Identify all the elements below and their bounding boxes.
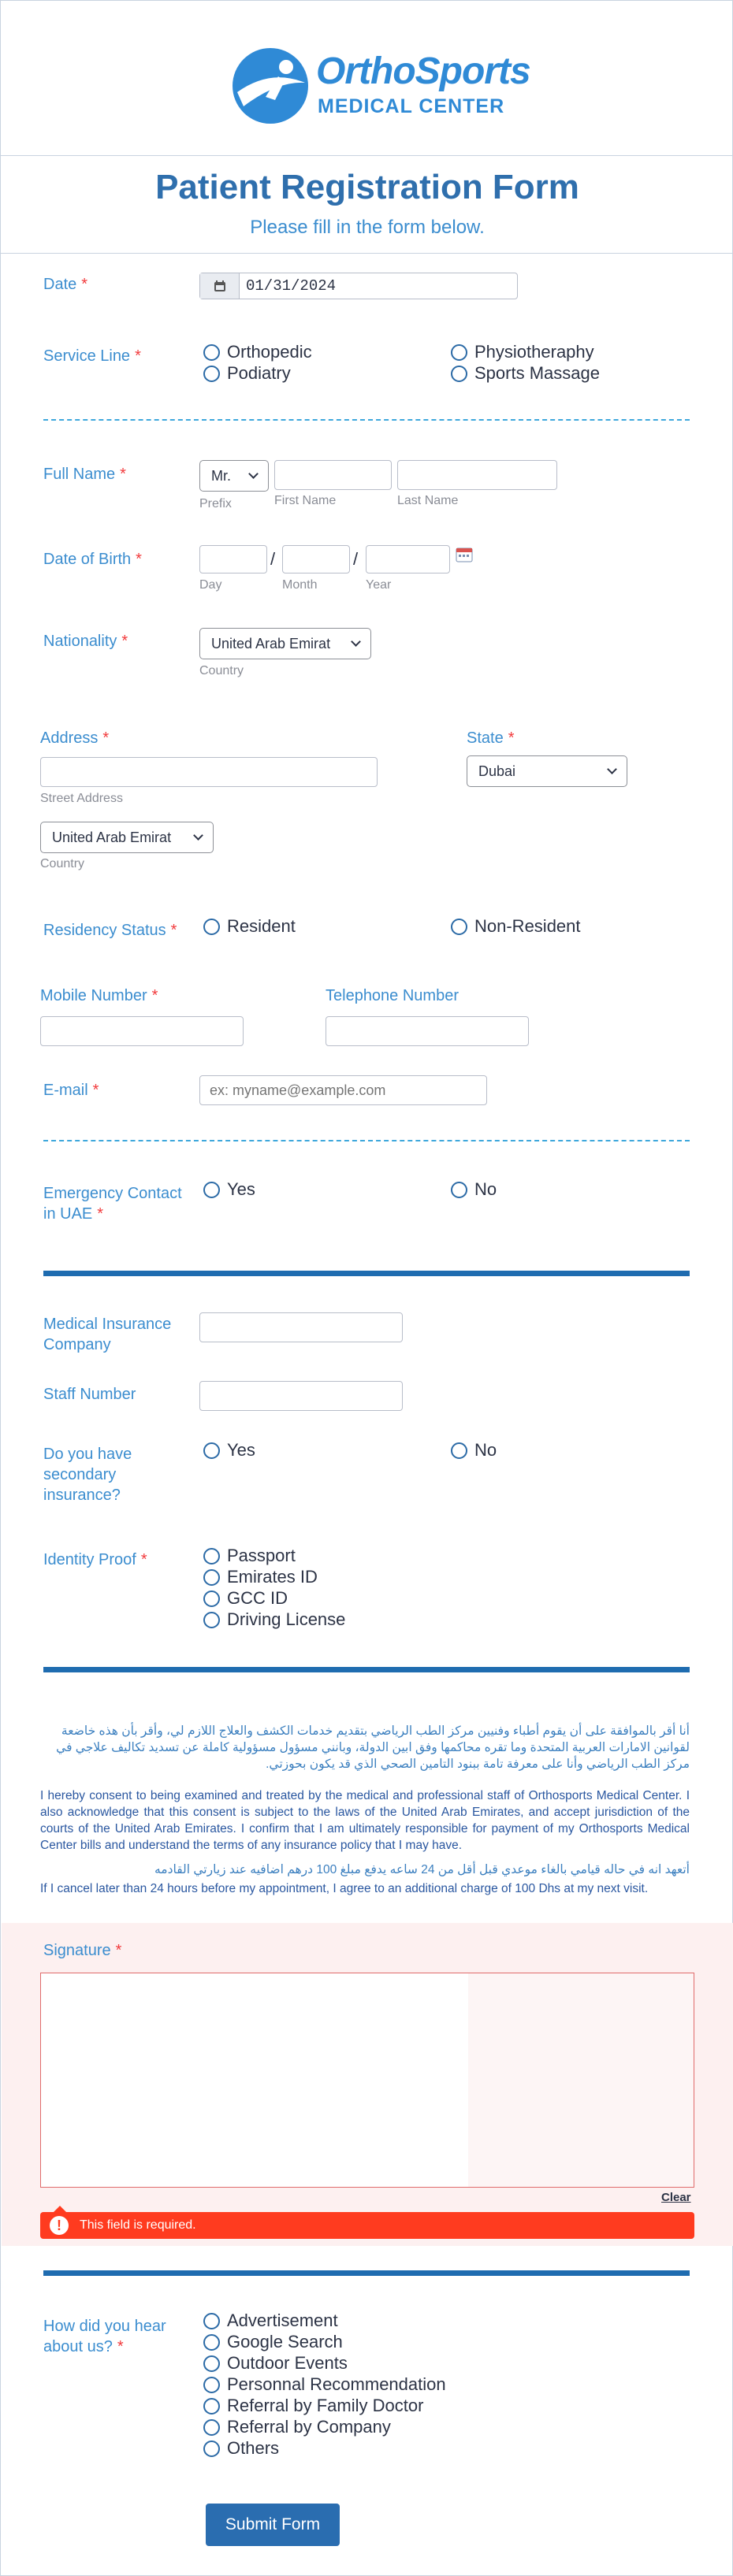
dob-month-sublabel: Month xyxy=(282,578,318,592)
calendar-picker-icon[interactable] xyxy=(456,547,473,566)
street-address-sublabel: Street Address xyxy=(40,792,123,805)
signature-error-text: This field is required. xyxy=(80,2218,196,2232)
radio-circle-icon xyxy=(203,2355,220,2372)
service-podiatry-radio[interactable]: Podiatry xyxy=(203,363,291,384)
radio-circle-icon xyxy=(451,366,467,382)
nationality-sublabel: Country xyxy=(199,664,244,677)
identity-passport-radio[interactable]: Passport xyxy=(203,1546,296,1566)
radio-circle-icon xyxy=(451,1182,467,1198)
logo xyxy=(229,45,530,127)
chevron-down-icon xyxy=(248,469,259,479)
radio-circle-icon xyxy=(203,366,220,382)
radio-circle-icon xyxy=(203,1569,220,1586)
residency-label: Residency Status * xyxy=(43,922,177,939)
radio-circle-icon xyxy=(203,1612,220,1628)
insurance-company-input[interactable] xyxy=(199,1312,403,1342)
dob-separator: / xyxy=(353,549,359,569)
last-name-sublabel: Last Name xyxy=(397,494,459,507)
address-country-select[interactable]: United Arab Emirat xyxy=(40,822,214,853)
signature-pad[interactable] xyxy=(40,1973,694,2188)
identity-gcc-id-radio[interactable]: GCC ID xyxy=(203,1588,288,1609)
staff-number-label: Staff Number xyxy=(43,1386,136,1403)
radio-circle-icon xyxy=(203,2398,220,2415)
emergency-no-radio[interactable]: No xyxy=(451,1179,497,1200)
first-name-sublabel: First Name xyxy=(274,494,337,507)
heard-google-search-radio[interactable]: Google Search xyxy=(203,2332,343,2352)
dob-label: Date of Birth * xyxy=(43,551,142,568)
calendar-icon[interactable] xyxy=(200,273,240,299)
cancellation-english-text: If I cancel later than 24 hours before my appointment, I agree to an additional charge of 100 Dhs at my next visit. xyxy=(40,1882,649,1895)
residency-resident-radio[interactable]: Resident xyxy=(203,916,296,937)
email-input[interactable] xyxy=(199,1075,487,1105)
header-divider xyxy=(1,155,733,156)
heard-personal-recommendation-radio[interactable]: Personnal Recommendation xyxy=(203,2374,446,2395)
radio-circle-icon xyxy=(451,919,467,935)
chevron-down-icon xyxy=(351,637,361,647)
dob-separator: / xyxy=(270,549,276,569)
signature-error-banner xyxy=(40,2212,694,2239)
nationality-select[interactable]: United Arab Emirat xyxy=(199,628,371,659)
identity-proof-label: Identity Proof * xyxy=(43,1551,147,1568)
logo-word-ortho: Ortho xyxy=(316,50,415,92)
identity-driving-license-radio[interactable]: Driving License xyxy=(203,1609,345,1630)
state-label: State * xyxy=(467,729,515,747)
date-value: 01/31/2024 xyxy=(246,277,337,295)
staff-number-input[interactable] xyxy=(199,1381,403,1411)
section-divider-thick xyxy=(43,1667,690,1672)
mobile-input[interactable] xyxy=(40,1016,244,1046)
heard-company-radio[interactable]: Referral by Company xyxy=(203,2417,391,2437)
state-select[interactable]: Dubai xyxy=(467,755,627,787)
chevron-down-icon xyxy=(193,830,203,841)
radio-circle-icon xyxy=(203,2419,220,2436)
telephone-input[interactable] xyxy=(326,1016,529,1046)
radio-circle-icon xyxy=(203,919,220,935)
dob-month-input[interactable] xyxy=(282,545,350,573)
radio-circle-icon xyxy=(451,344,467,361)
consent-english-text: I hereby consent to being examined and treated by the medical and professional staff of Orthosports Medical Center. I also acknowledge that this consent is subject to the laws of the United Arab Emirates, and accept jurisdiction of the courts of the United Arab Emirates. I confirm that I am ultimately responsible for payment of my Orthosports Medical Center bills and understand the terms of any insurance policy that I may have. xyxy=(40,1789,690,1852)
error-icon: ! xyxy=(50,2216,69,2235)
service-orthopedic-radio[interactable]: Orthopedic xyxy=(203,342,312,362)
logo-word-sports: Sports xyxy=(415,50,530,92)
email-label: E-mail * xyxy=(43,1082,99,1099)
signature-clear-button[interactable]: Clear xyxy=(661,2191,691,2204)
cancellation-arabic-text: أتعهد انه في حاله قيامي بالغاء موعدي قبل أقل من 24 ساعه يدفع مبلغ 100 درهم اضافيه عند زيارتي القادمه xyxy=(154,1863,690,1876)
section-divider xyxy=(43,1140,690,1141)
address-label: Address * xyxy=(40,729,110,747)
radio-circle-icon xyxy=(203,1591,220,1607)
nationality-label: Nationality * xyxy=(43,633,128,650)
address-country-sublabel: Country xyxy=(40,857,85,870)
heard-family-doctor-radio[interactable]: Referral by Family Doctor xyxy=(203,2396,423,2416)
secondary-insurance-label: Do you have secondary insurance? xyxy=(43,1446,132,1504)
street-address-input[interactable] xyxy=(40,757,378,787)
emergency-label: Emergency Contact in UAE * xyxy=(43,1185,182,1223)
consent-arabic-text: أنا أقر بالموافقة على أن يقوم أطباء وفنيين مركز الطب الرياضي بتقديم خدمات الكشف والعلاج اللازم لي، وأقر بأن هذه خاضعة لقوانين الامارات العربية المتحدة وما تقره محاكمها وفق ابين الدولة، وبانني مسؤول مسؤولية كاملة عن تسديد تكاليف علاجي في مركز الطب الرياضي وأنا على معرفة تامة ببنود التامين الصحي الذي قد يكون بحوزتي. xyxy=(56,1724,690,1771)
how-heard-label: How did you hear about us? * xyxy=(43,2318,166,2355)
date-field[interactable] xyxy=(199,273,518,299)
radio-circle-icon xyxy=(203,2313,220,2329)
page-subtitle: Please fill in the form below. xyxy=(250,217,485,238)
radio-circle-icon xyxy=(203,1442,220,1459)
service-line-label: Service Line * xyxy=(43,347,141,365)
dob-day-input[interactable] xyxy=(199,545,267,573)
signature-label: Signature * xyxy=(43,1942,122,1959)
radio-circle-icon xyxy=(451,1442,467,1459)
title-divider xyxy=(1,253,733,254)
secondary-insurance-no-radio[interactable]: No xyxy=(451,1440,497,1461)
radio-circle-icon xyxy=(203,2334,220,2351)
first-name-input[interactable] xyxy=(274,460,392,490)
chevron-down-icon xyxy=(607,764,617,774)
secondary-insurance-yes-radio[interactable]: Yes xyxy=(203,1440,255,1461)
service-physiotherapy-radio[interactable]: Physiotheraphy xyxy=(451,342,594,362)
emergency-yes-radio[interactable]: Yes xyxy=(203,1179,255,1200)
radio-circle-icon xyxy=(203,344,220,361)
signature-canvas[interactable] xyxy=(41,1973,468,2187)
radio-circle-icon xyxy=(203,2377,220,2393)
telephone-label: Telephone Number xyxy=(326,987,459,1004)
dob-day-sublabel: Day xyxy=(199,578,222,592)
prefix-select[interactable]: Mr. xyxy=(199,460,269,492)
page-title: Patient Registration Form xyxy=(155,168,579,206)
logo-mark-icon xyxy=(229,45,311,127)
radio-circle-icon xyxy=(203,1548,220,1565)
submit-button[interactable]: Submit Form xyxy=(206,2504,340,2546)
dob-year-sublabel: Year xyxy=(366,578,392,592)
prefix-sublabel: Prefix xyxy=(199,497,232,510)
last-name-input[interactable] xyxy=(397,460,557,490)
date-label: Date * xyxy=(43,276,88,293)
insurance-company-label: Medical Insurance Company xyxy=(43,1316,172,1353)
residency-non-resident-radio[interactable]: Non-Resident xyxy=(451,916,581,937)
radio-circle-icon xyxy=(203,1182,220,1198)
identity-emirates-id-radio[interactable]: Emirates ID xyxy=(203,1567,318,1587)
mobile-label: Mobile Number * xyxy=(40,987,158,1004)
heard-others-radio[interactable]: Others xyxy=(203,2438,279,2459)
dob-year-input[interactable] xyxy=(366,545,450,573)
heard-outdoor-events-radio[interactable]: Outdoor Events xyxy=(203,2353,348,2374)
full-name-label: Full Name * xyxy=(43,466,126,483)
service-sports-massage-radio[interactable]: Sports Massage xyxy=(451,363,600,384)
heard-advertisement-radio[interactable]: Advertisement xyxy=(203,2311,338,2331)
section-divider-thick xyxy=(43,1271,690,1276)
section-divider xyxy=(43,419,690,421)
section-divider-thick xyxy=(43,2270,690,2276)
radio-circle-icon xyxy=(203,2441,220,2457)
logo-subtitle: MEDICAL CENTER xyxy=(318,95,505,117)
